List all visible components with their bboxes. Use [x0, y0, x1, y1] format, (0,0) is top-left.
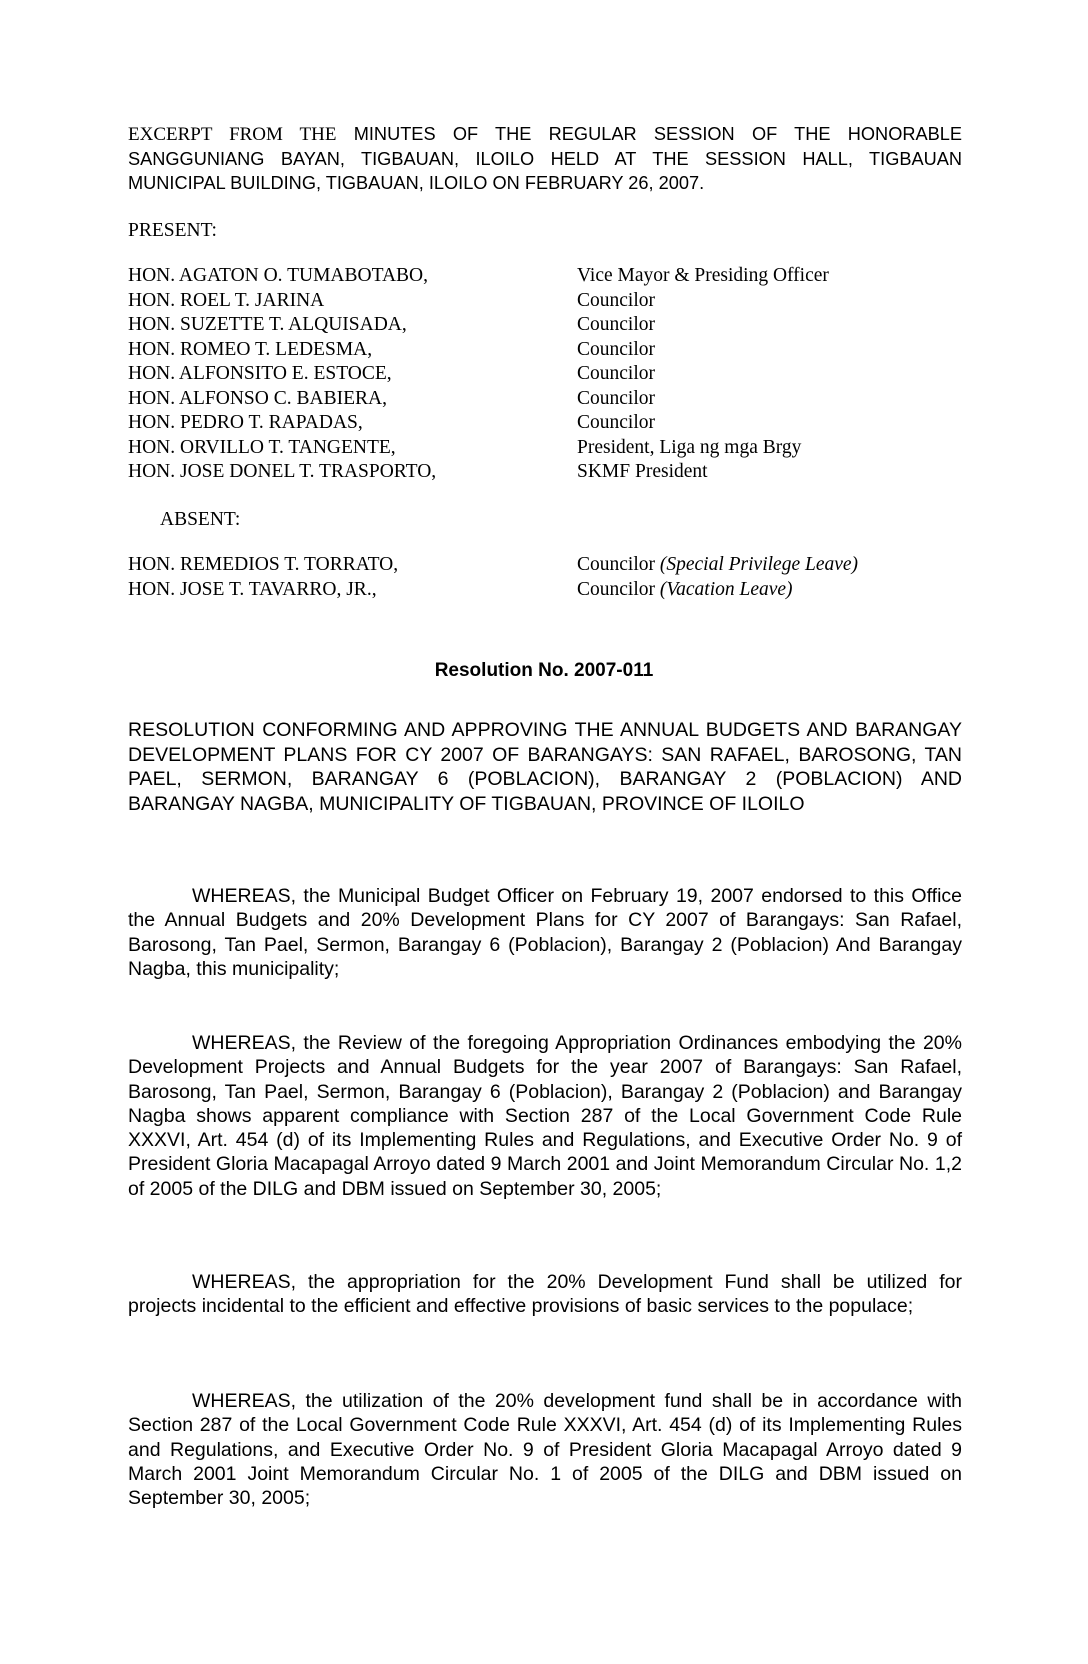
member-role: Councilor	[577, 314, 655, 335]
leave-note: (Vacation Leave)	[659, 578, 793, 600]
member-role-wrap	[577, 578, 948, 603]
member-role: Councilor	[577, 578, 655, 600]
member-name: HON. AGATON O. TUMABOTABO,	[128, 265, 428, 286]
roster-row	[128, 338, 948, 363]
member-name: HON. ALFONSO C. BABIERA,	[128, 387, 387, 409]
present-label: PRESENT:	[128, 220, 217, 241]
member-role: Councilor	[577, 363, 655, 384]
member-role: SKMF President	[577, 461, 708, 482]
roster-row	[128, 436, 948, 461]
absent-roster	[128, 553, 948, 602]
minutes-header-rest: MINUTES OF THE REGULAR SESSION OF THE HONORABLE SANGGUNIANG BAYAN, TIGBAUAN, ILOILO HELD AT THE SESSION HALL, TIGBAUAN MUNICIPAL BUILDING, TIGBAUAN, ILOILO ON FEBRUARY 26, 2007.	[128, 124, 962, 193]
minutes-header	[128, 122, 962, 195]
member-name: HON. ROMEO T. LEDESMA,	[128, 338, 373, 360]
member-role: Councilor	[577, 412, 655, 433]
member-role: President, Liga ng mga Brgy	[577, 436, 802, 458]
leave-note: (Special Privilege Leave)	[659, 554, 859, 575]
member-role: Councilor	[577, 338, 655, 360]
whereas-clause: WHEREAS, the Review of the foregoing Appropriation Ordinances embodying the 20% Development Projects and Annual Budgets for the year 2007 of Barangays: San Rafael, Barosong, Tan Pael, Sermon, Barangay 6 (Poblacion), Barangay 2 (Poblacion) and Barangay Nagba shows apparent compliance with Section 287 of the Local Government Code Rule XXXVI, Art. 454 (d) of its Implementing Rules and Regulations, and Executive Order No. 9 of President Gloria Macapagal Arroyo dated 9 March 2001 and Joint Memorandum Circular No. 1,2 of 2005 of the DILG and DBM issued on September 30, 2005;	[128, 1032, 962, 1200]
member-name: HON. ALFONSITO E. ESTOCE,	[128, 363, 392, 384]
roster-row	[128, 387, 948, 412]
whereas-clause: WHEREAS, the utilization of the 20% development fund shall be in accordance with Section 287 of the Local Government Code Rule XXXVI, Art. 454 (d) of its Implementing Rules and Regulations, and Executive Order No. 9 of President Gloria Macapagal Arroyo dated 9 March 2001 Joint Memorandum Circular No. 1 of 2005 of the DILG and DBM issued on September 30, 2005;	[128, 1390, 962, 1510]
roster-row	[128, 578, 948, 603]
roster-row	[128, 411, 948, 436]
roster-row	[128, 553, 948, 578]
roster-row	[128, 264, 948, 289]
resolution-title: RESOLUTION CONFORMING AND APPROVING THE ANNUAL BUDGETS AND BARANGAY DEVELOPMENT PLANS FOR CY 2007 OF BARANGAYS: SAN RAFAEL, BAROSONG, TAN PAEL, SERMON, BARANGAY 6 (POBLACION), BARANGAY 2 (POBLACION) AND BARANGAY NAGBA, MUNICIPALITY OF TIGBAUAN, PROVINCE OF ILOILO	[128, 719, 962, 815]
member-role-wrap	[577, 553, 948, 578]
roster-row	[128, 362, 948, 387]
roster-row	[128, 460, 948, 485]
member-role: Councilor	[577, 289, 655, 311]
whereas-clause: WHEREAS, the Municipal Budget Officer on February 19, 2007 endorsed to this Office the Annual Budgets and 20% Development Plans for CY 2007 of Barangays: San Rafael, Barosong, Tan Pael, Sermon, Barangay 6 (Poblacion), Barangay 2 (Poblacion) And Barangay Nagba, this municipality;	[128, 885, 962, 980]
roster-row	[128, 289, 948, 314]
absent-label: ABSENT:	[160, 509, 241, 530]
whereas-clause: WHEREAS, the appropriation for the 20% Development Fund shall be utilized for projects incidental to the efficient and effective provisions of basic services to the populace;	[128, 1271, 962, 1318]
minutes-header-lead: EXCERPT FROM THE	[128, 124, 337, 145]
member-role: Councilor	[577, 387, 655, 409]
member-name: HON. PEDRO T. RAPADAS,	[128, 412, 363, 433]
member-name: HON. SUZETTE T. ALQUISADA,	[128, 314, 407, 335]
member-name: HON. JOSE DONEL T. TRASPORTO,	[128, 461, 437, 482]
member-name: HON. ROEL T. JARINA	[128, 289, 325, 311]
member-role: Councilor	[577, 554, 655, 575]
member-role: Vice Mayor & Presiding Officer	[577, 265, 829, 286]
member-name: HON. ORVILLO T. TANGENTE,	[128, 436, 396, 458]
member-name: HON. REMEDIOS T. TORRATO,	[128, 554, 399, 575]
member-name: HON. JOSE T. TAVARRO, JR.,	[128, 578, 377, 600]
present-roster	[128, 264, 948, 485]
resolution-number: Resolution No. 2007-011	[434, 660, 654, 681]
roster-row	[128, 313, 948, 338]
